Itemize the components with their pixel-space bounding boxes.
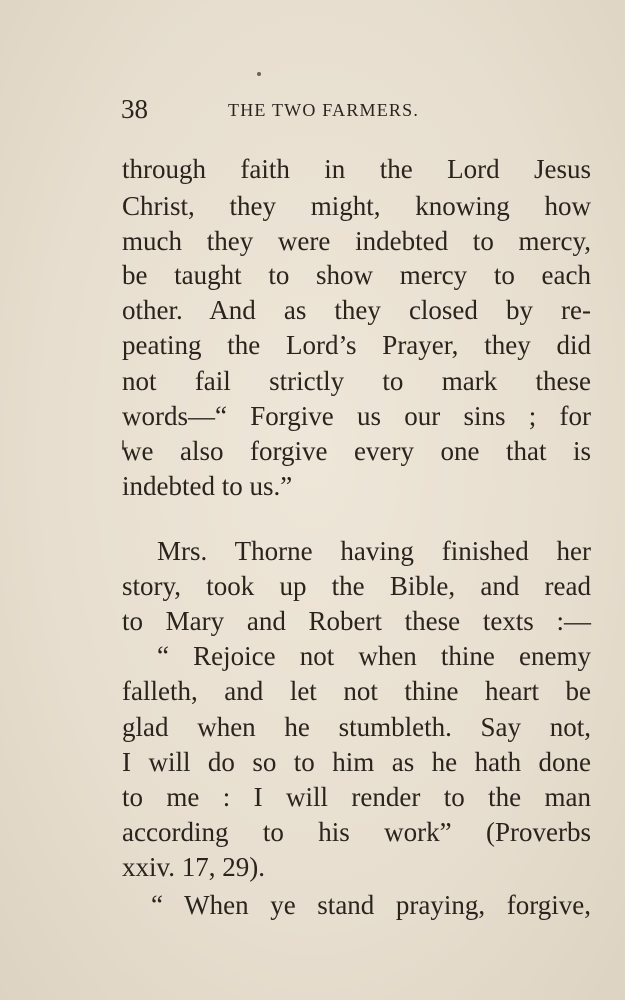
text-line: be taught to show mercy to each xyxy=(122,260,591,290)
text-line: “ Rejoice not when thine enemy xyxy=(157,641,591,671)
text-line: story, took up the Bible, and read xyxy=(122,571,591,601)
text-line: to me : I will render to the man xyxy=(122,782,591,812)
text-line: “ When ye stand praying, forgive, xyxy=(151,890,591,920)
text-line: we also forgive every one that is xyxy=(122,436,591,466)
text-line: to Mary and Robert these texts :— xyxy=(122,606,591,636)
text-line: peating the Lord’s Prayer, they did xyxy=(122,330,591,360)
text-line: Christ, they might, knowing how xyxy=(122,191,591,221)
text-line: falleth, and let not thine heart be xyxy=(122,676,591,706)
text-line: through faith in the Lord Jesus xyxy=(122,154,591,184)
text-line: I will do so to him as he hath done xyxy=(122,747,591,777)
text-line: not fail strictly to mark these xyxy=(122,366,591,396)
text-line: words—“ Forgive us our sins ; for xyxy=(122,401,591,431)
text-line: glad when he stumbleth. Say not, xyxy=(122,712,591,742)
text-line: indebted to us.” xyxy=(122,471,293,501)
text-line: according to his work” (Proverbs xyxy=(122,817,591,847)
text-line: much they were indebted to mercy, xyxy=(122,226,591,256)
text-line: Mrs. Thorne having finished her xyxy=(157,536,591,566)
running-title: THE TWO FARMERS. xyxy=(228,100,420,120)
ink-speck xyxy=(257,72,261,76)
text-line: xxiv. 17, 29). xyxy=(122,852,265,882)
text-line: other. And as they closed by re- xyxy=(122,295,591,325)
page-number: 38 xyxy=(121,94,148,124)
